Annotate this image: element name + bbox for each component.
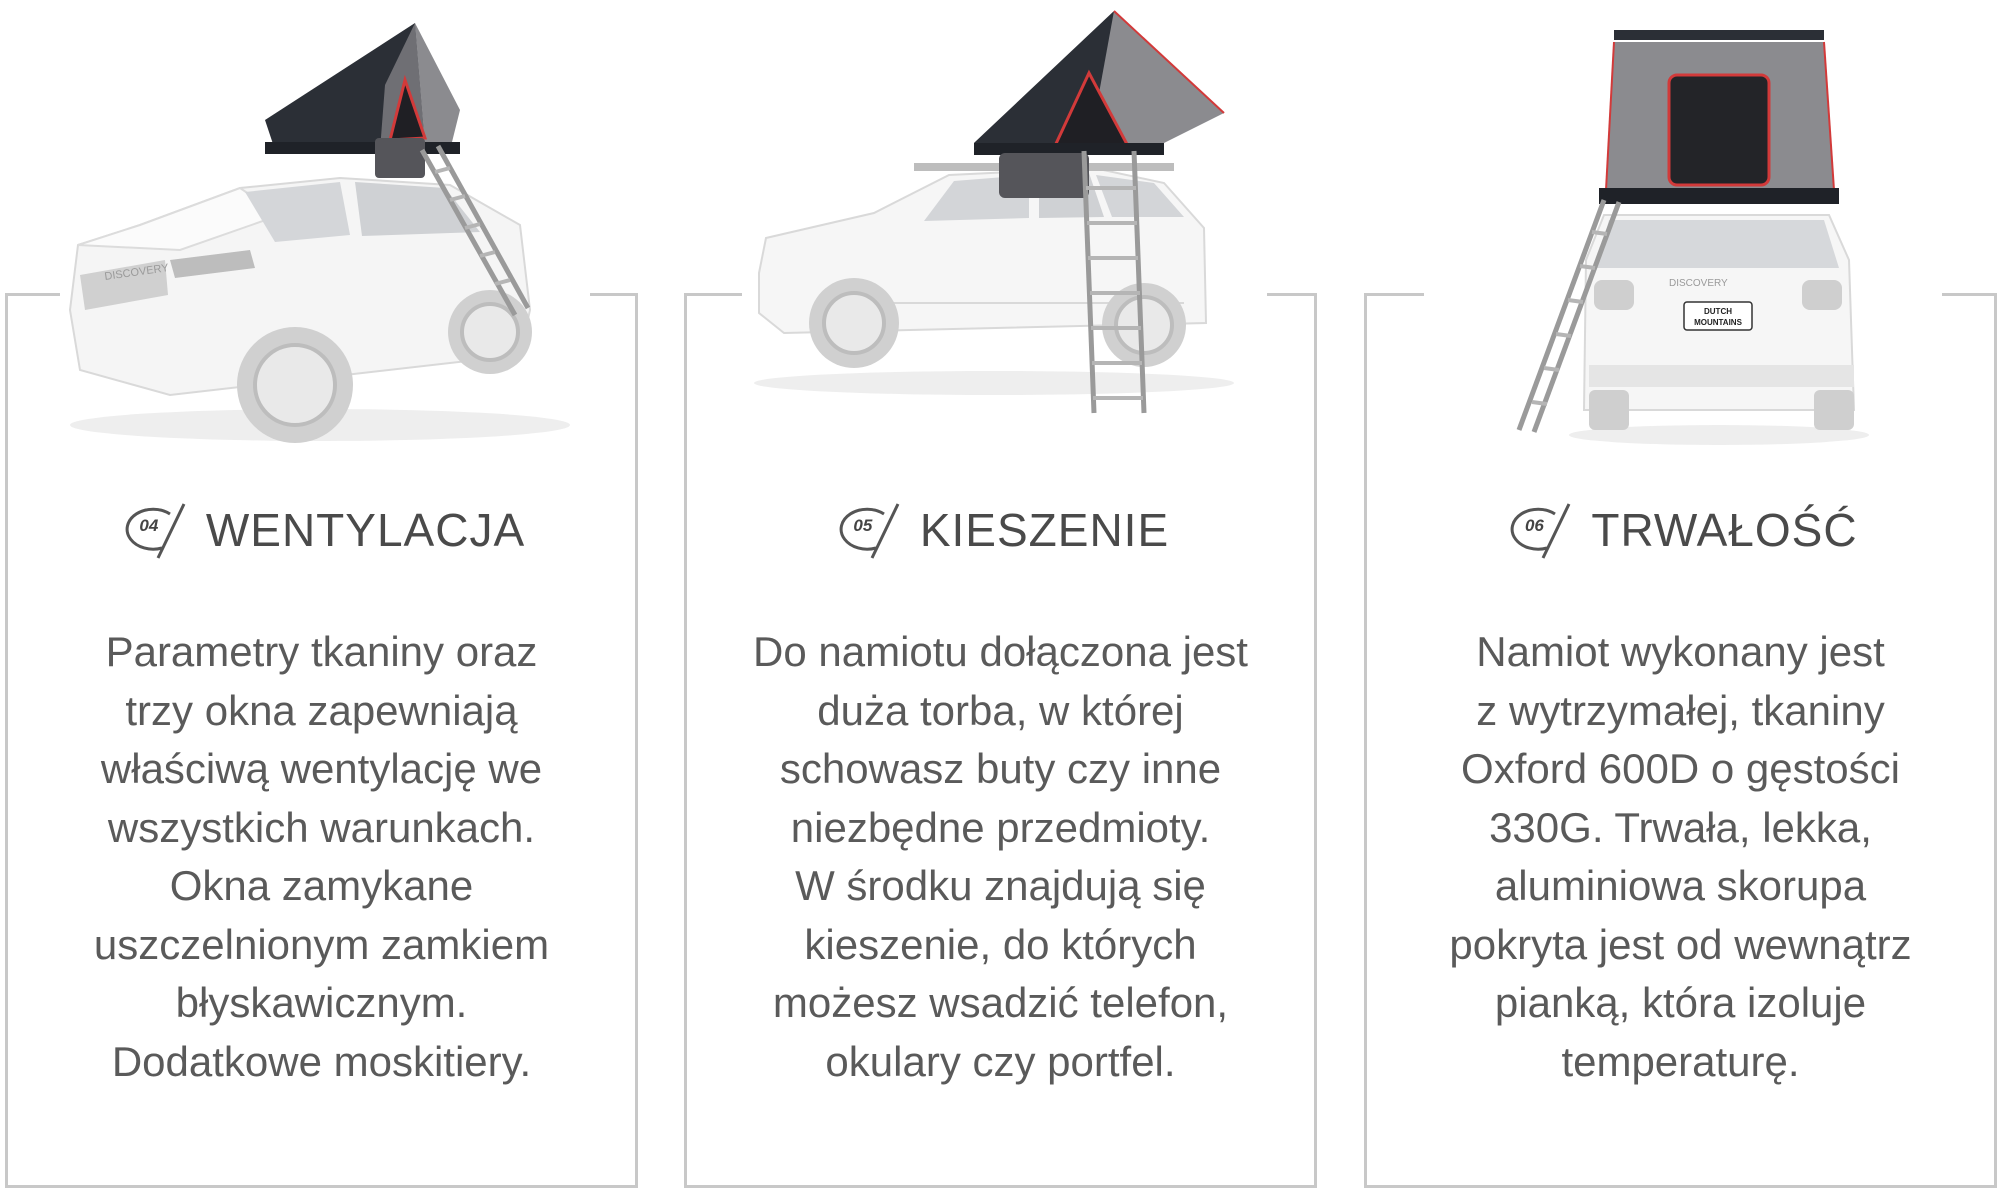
feature-card-ventilation	[5, 262, 638, 1188]
license-plate-line2: MOUNTAINS	[1694, 318, 1742, 327]
description-line: Dodatkowe moskitiery.	[111, 1037, 532, 1085]
license-plate-line1: DUTCH	[1704, 307, 1732, 316]
card-top-border-left	[1364, 293, 1424, 296]
description-line: pianką, która izoluje	[1494, 979, 1867, 1026]
description-line: okulary czy portfel.	[825, 1037, 1176, 1085]
card-top-border-right	[1267, 293, 1317, 296]
description-line: Do namiotu dołączona jest	[753, 628, 1248, 675]
description-line: błyskawicznym.	[175, 979, 468, 1026]
card-top-border-left	[684, 293, 742, 296]
feature-header	[5, 500, 638, 560]
feature-number: 04	[139, 516, 159, 535]
description-line: 330G. Trwała, lekka,	[1489, 803, 1872, 851]
feature-header	[1364, 500, 1997, 560]
feature-card-pockets	[684, 293, 1317, 1188]
description-line: W środku znajdują się	[795, 862, 1206, 909]
description-line: aluminiowa skorupa	[1494, 862, 1867, 909]
description-line: wszystkich warunkach.	[107, 803, 536, 851]
description-line: Parametry tkaniny oraz	[105, 628, 538, 675]
description-line: pokryta jest od wewnątrz	[1449, 920, 1912, 968]
feature-title: KIESZENIE	[919, 504, 1170, 556]
feature-card-durability	[1364, 278, 1997, 1188]
description-line: Okna zamykane	[169, 862, 474, 909]
number-badge	[1503, 500, 1575, 560]
number-badge	[832, 500, 904, 560]
description-line: właściwą wentylację we	[100, 745, 543, 792]
car-with-roof-tent-image	[744, 3, 1264, 453]
description-line: niezbędne przedmioty.	[790, 803, 1211, 851]
description-line: z wytrzymałej, tkaniny	[1476, 686, 1885, 734]
description-line: możesz wsadzić telefon,	[772, 979, 1229, 1026]
card-top-border-right	[1942, 293, 1997, 296]
description-line: Namiot wykonany jest	[1476, 628, 1885, 675]
feature-header	[684, 500, 1317, 560]
description-line: Oxford 600D o gęstości	[1461, 745, 1900, 792]
description-line: schowasz buty czy inne	[779, 745, 1222, 792]
car-with-roof-tent-image	[50, 10, 630, 450]
feature-number: 06	[1524, 516, 1544, 535]
svg-text:DISCOVERY: DISCOVERY	[103, 262, 170, 283]
feature-title: TRWAŁOŚĆ	[1591, 504, 1858, 556]
description-line: trzy okna zapewniają	[125, 686, 518, 734]
svg-text:DISCOVERY: DISCOVERY	[1669, 278, 1728, 289]
feature-number: 05	[853, 516, 873, 535]
description-line: kieszenie, do których	[804, 920, 1197, 968]
feature-title: WENTYLACJA	[205, 504, 526, 556]
feature-description	[45, 623, 598, 1091]
car-with-roof-tent-image	[1464, 10, 1904, 450]
feature-description	[1404, 623, 1957, 1091]
description-line: uszczelnionym zamkiem	[93, 920, 550, 968]
description-line: duża torba, w której	[817, 686, 1184, 734]
number-badge	[118, 500, 190, 560]
feature-description	[724, 623, 1277, 1091]
description-line: temperaturę.	[1561, 1037, 1800, 1085]
